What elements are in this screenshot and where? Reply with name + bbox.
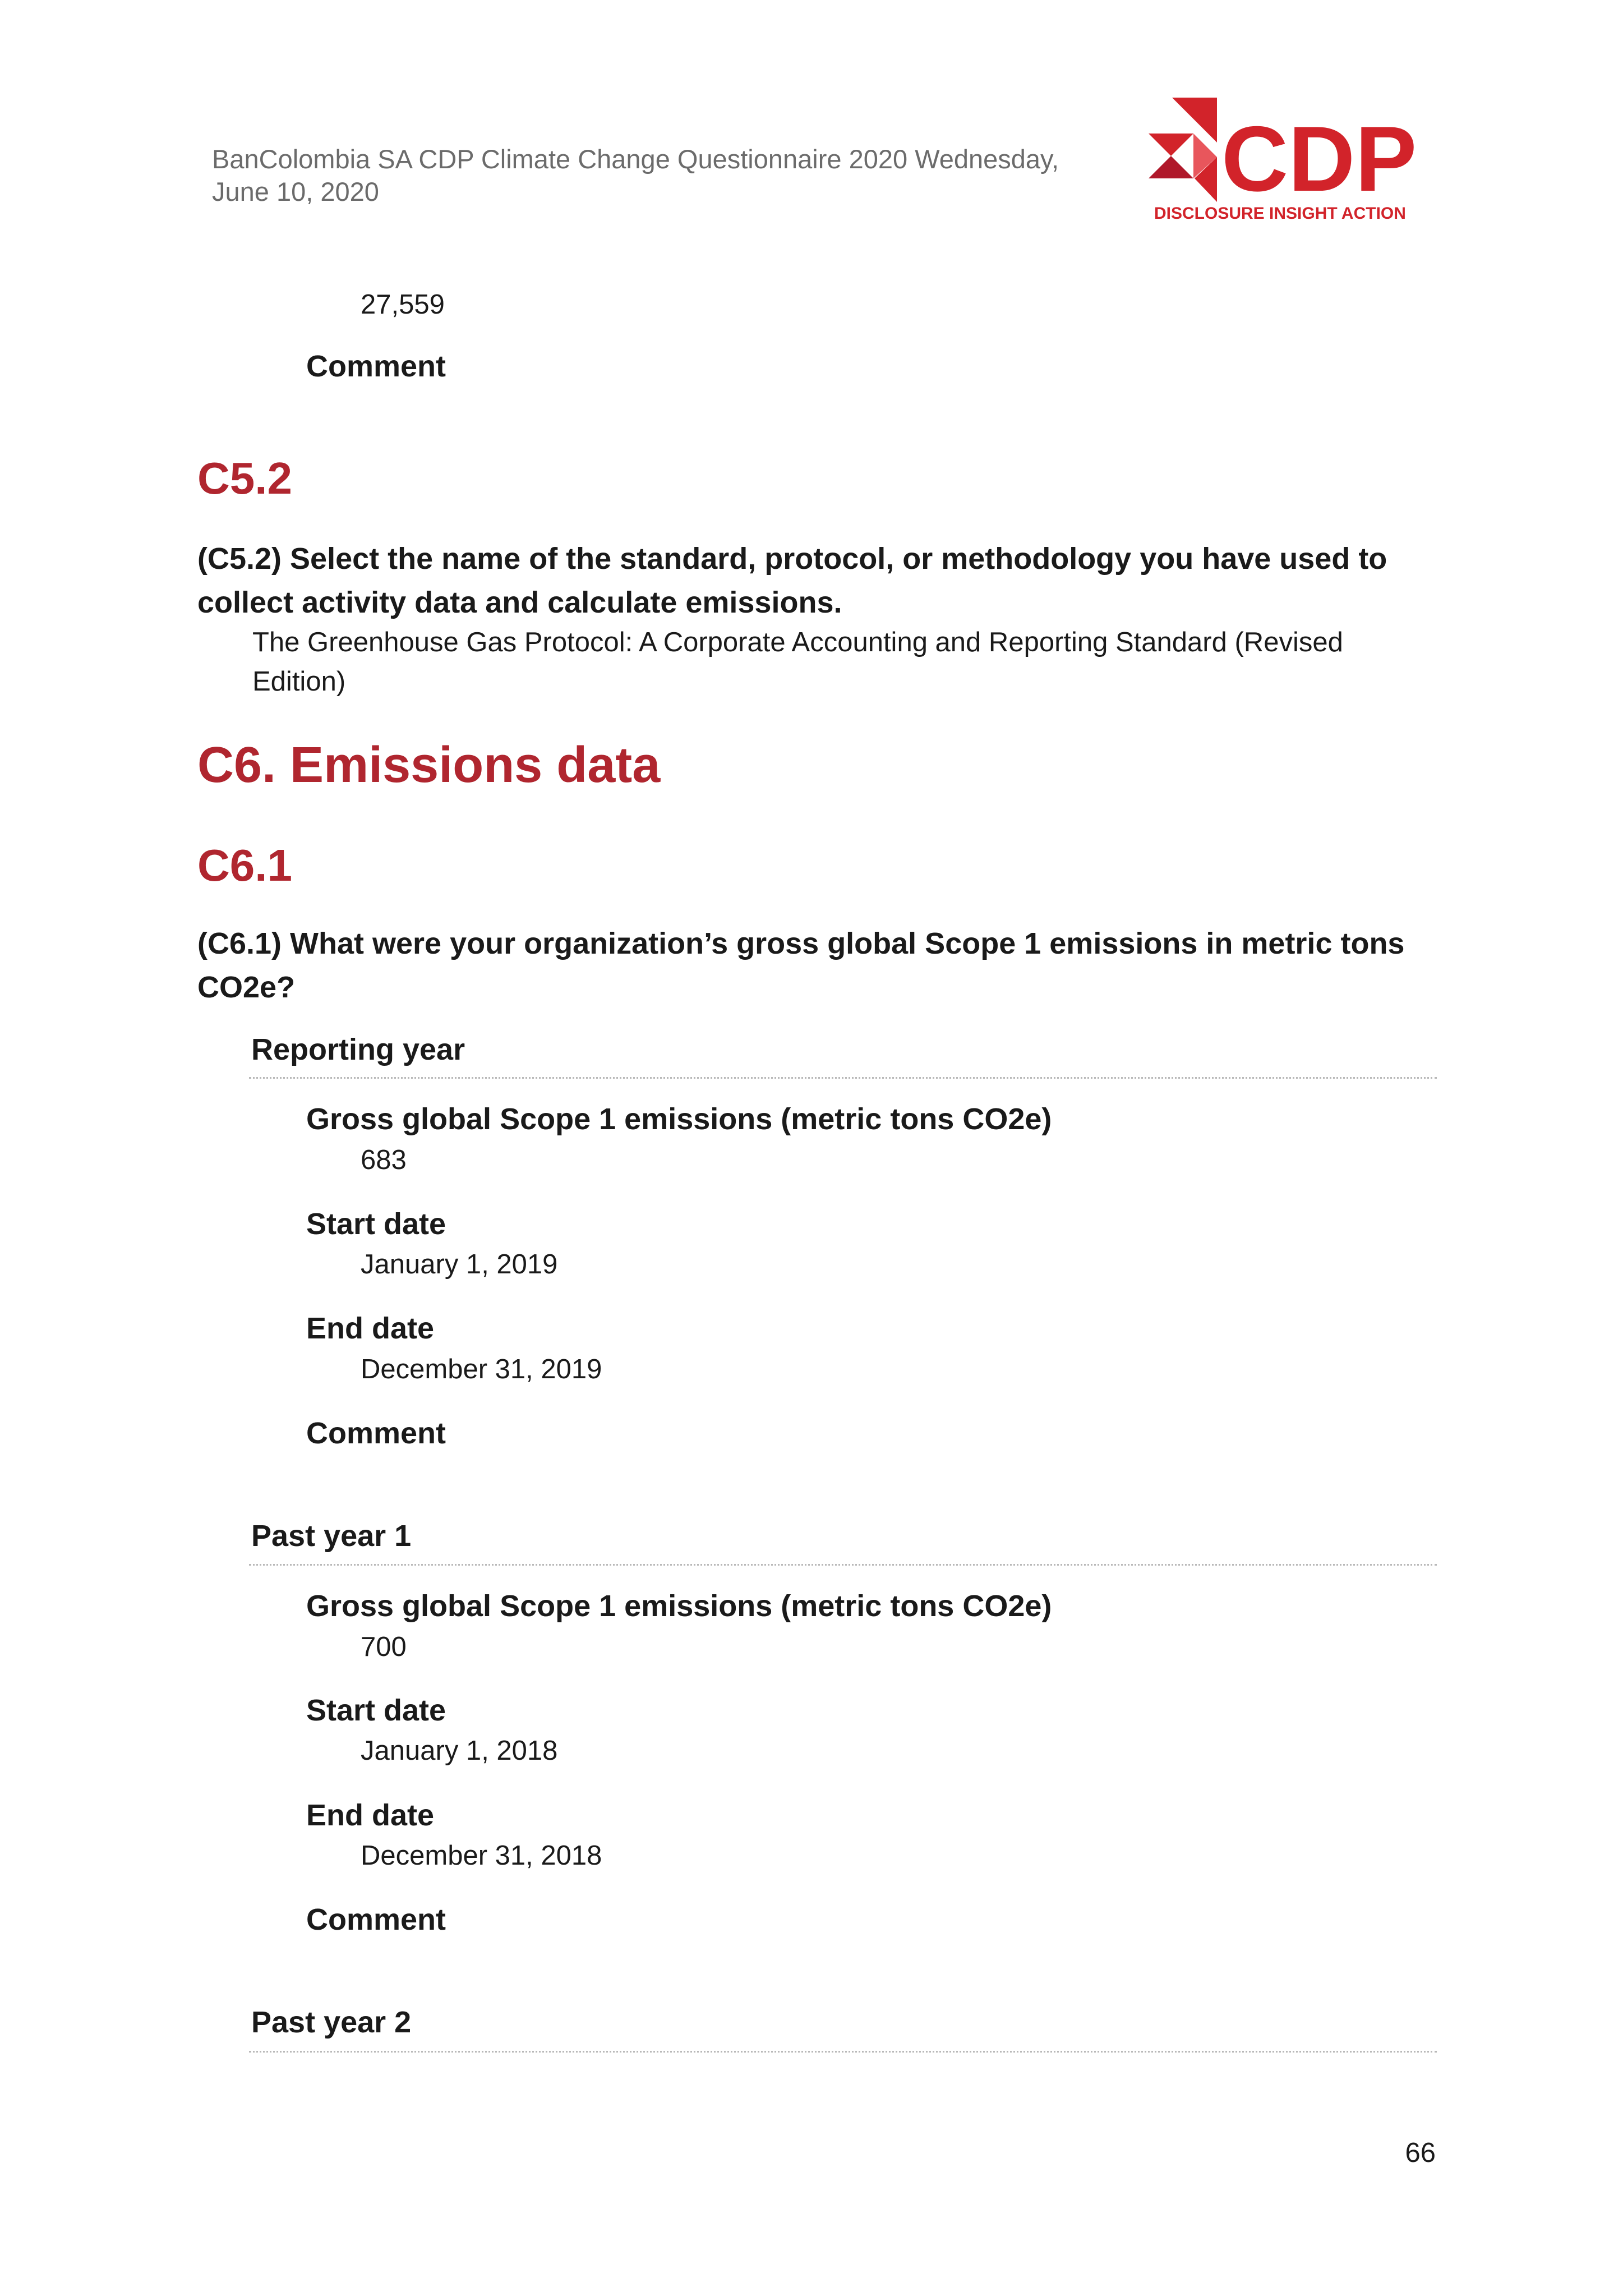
answer-c5-2: The Greenhouse Gas Protocol: A Corporate Accounting and Reporting Standard (Revised Edition) bbox=[252, 627, 1343, 697]
divider bbox=[249, 2051, 1437, 2053]
emissions-value: 683 bbox=[361, 1145, 407, 1175]
reporting-year-title: Reporting year bbox=[251, 1033, 465, 1066]
end-date-value: December 31, 2018 bbox=[361, 1841, 602, 1871]
past-year-2-title: Past year 2 bbox=[251, 2005, 412, 2039]
divider bbox=[249, 1077, 1437, 1079]
question-c6-1: (C6.1) What were your organization’s gross global Scope 1 emissions in metric tons CO2e? bbox=[197, 927, 1405, 1004]
emissions-value: 700 bbox=[361, 1632, 407, 1662]
end-date-label: End date bbox=[306, 1798, 435, 1832]
divider bbox=[249, 1564, 1437, 1566]
question-c5-2: (C5.2) Select the name of the standard, protocol, or methodology you have used to collect activity data and calculate emissions. bbox=[197, 542, 1387, 619]
section-heading-c6-1: C6.1 bbox=[197, 840, 292, 890]
svg-text:DISCLOSURE INSIGHT ACTION: DISCLOSURE INSIGHT ACTION bbox=[1154, 204, 1406, 223]
start-date-value: January 1, 2019 bbox=[361, 1249, 558, 1280]
end-date-label: End date bbox=[306, 1312, 435, 1345]
cdp-logo-icon bbox=[1138, 94, 1430, 224]
end-date-value: December 31, 2019 bbox=[361, 1354, 602, 1384]
previous-value: 27,559 bbox=[361, 289, 445, 320]
comment-label: Comment bbox=[306, 1903, 446, 1936]
start-date-label: Start date bbox=[306, 1207, 446, 1241]
start-date-label: Start date bbox=[306, 1694, 446, 1727]
comment-label: Comment bbox=[306, 349, 446, 383]
page-header-title: BanColombia SA CDP Climate Change Questionnaire 2020 Wednesday, June 10, 2020 bbox=[212, 144, 1059, 206]
comment-label: Comment bbox=[306, 1416, 446, 1450]
section-heading-c5-2: C5.2 bbox=[197, 453, 292, 503]
start-date-value: January 1, 2018 bbox=[361, 1736, 558, 1766]
page-number: 66 bbox=[1405, 2138, 1436, 2168]
cdp-logo bbox=[1138, 94, 1430, 224]
emissions-label: Gross global Scope 1 emissions (metric tons CO2e) bbox=[306, 1102, 1052, 1136]
emissions-label: Gross global Scope 1 emissions (metric tons CO2e) bbox=[306, 1589, 1052, 1623]
past-year-1-title: Past year 1 bbox=[251, 1519, 412, 1553]
chapter-heading-c6: C6. Emissions data bbox=[197, 737, 661, 793]
svg-text:CDP: CDP bbox=[1221, 107, 1417, 210]
